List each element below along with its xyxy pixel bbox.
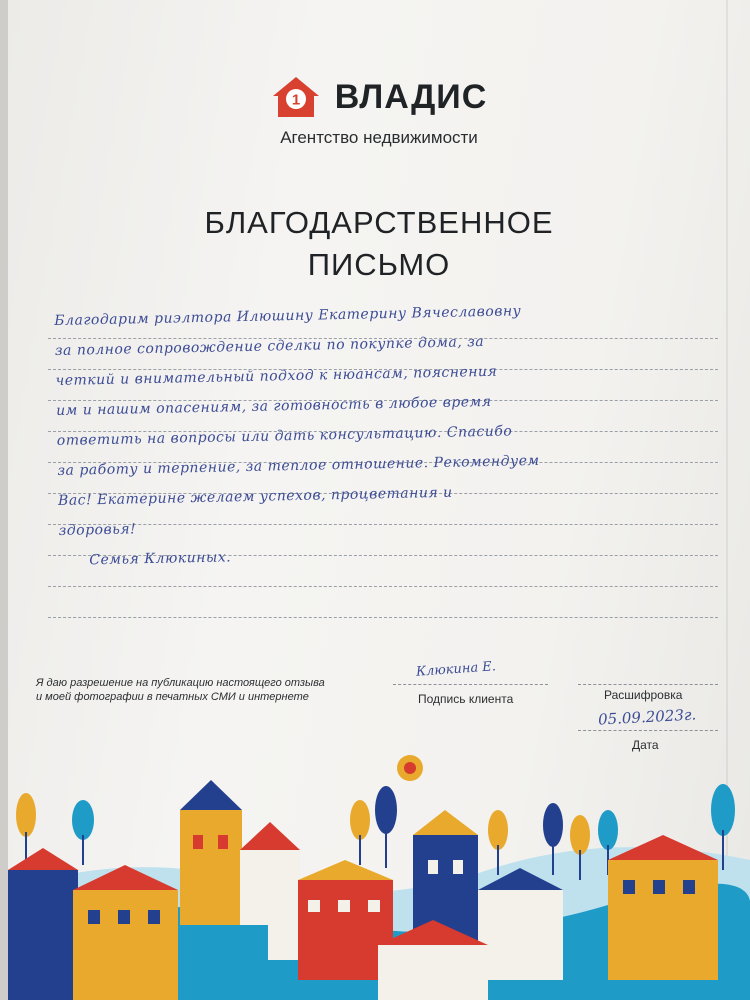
letter-line: ответить на вопросы или дать консультацию. Спасибо <box>56 423 513 449</box>
letter-line: им и нашим опасениям, за готовность в любое время <box>56 393 492 419</box>
consent-line-2: и моей фотографии в печатных СМИ и интернете <box>36 691 309 703</box>
date-label: Дата <box>632 738 659 752</box>
handwritten-letter <box>54 292 730 576</box>
letter-sheet <box>8 0 750 1000</box>
decoding-line <box>578 684 718 685</box>
consent-line-1: Я даю разрешение на публикацию настоящего отзыва <box>36 677 325 689</box>
date-handwritten: 05.09.2023г. <box>597 705 697 729</box>
client-signature: Клюкина Е. <box>415 659 497 680</box>
signature-label: Подпись клиента <box>418 692 514 706</box>
letter-line: за полное сопровождение сделки по покупке дома, за <box>54 334 485 359</box>
house-key-icon <box>271 75 321 119</box>
letter-line: четкий и внимательный подход к нюансам, пояснения <box>55 363 498 389</box>
publication-consent <box>36 676 366 704</box>
letter-line: Благодарим риэлтора Илюшину Екатерину Вячеславовну <box>54 303 522 329</box>
title-line-1: БЛАГОДАРСТВЕННОЕ <box>204 205 554 240</box>
letter-signoff: Семья Клюкиных. <box>89 549 232 569</box>
brand-name: ВЛАДИС <box>334 77 488 116</box>
letter-line: здоровья! <box>58 521 137 539</box>
brand-subtitle: Агентство недвижимости <box>280 128 478 147</box>
brand-logo <box>8 70 750 124</box>
logo-digit: 1 <box>291 91 300 109</box>
title-line-2: ПИСЬМО <box>307 247 451 282</box>
document-title <box>8 202 750 286</box>
signature-line <box>393 684 548 685</box>
city-illustration <box>8 740 750 1000</box>
letter-line: за работу и терпение, за теплое отношение. Рекомендуем <box>57 452 540 479</box>
letter-line: Вас! Екатерине желаем успехов, процветания и <box>57 484 453 509</box>
date-line <box>578 730 718 731</box>
decoding-label: Расшифровка <box>604 688 683 702</box>
